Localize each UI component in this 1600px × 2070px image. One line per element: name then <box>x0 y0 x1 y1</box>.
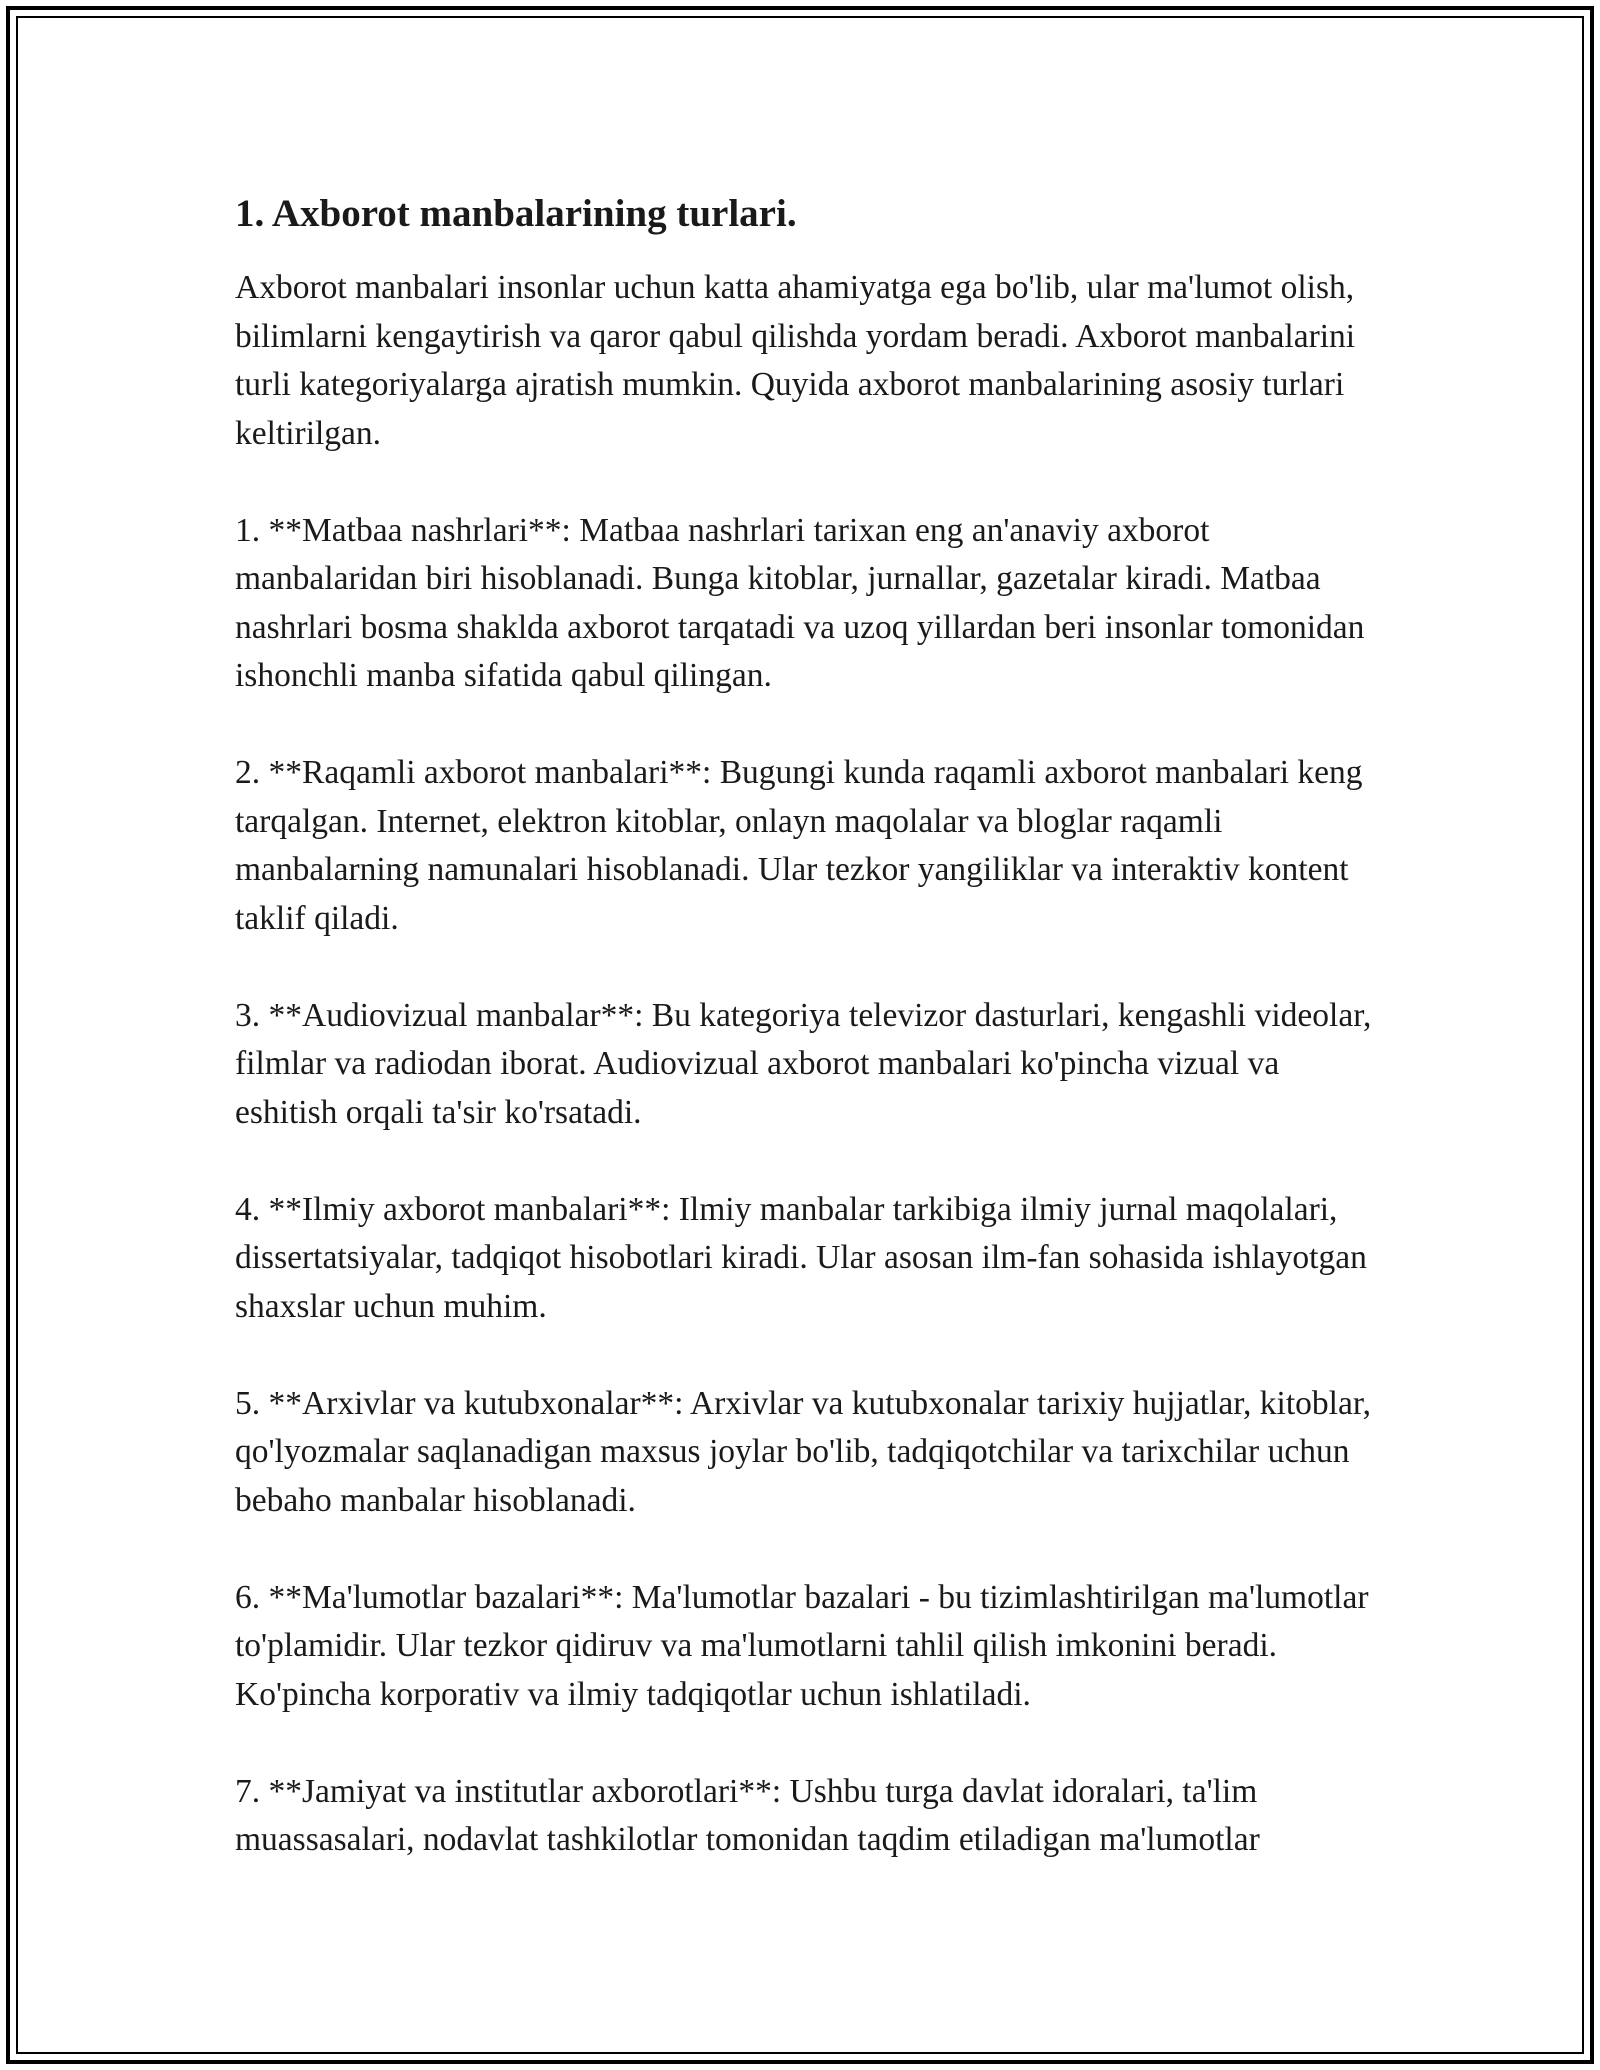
paragraph-matbaa-nashrlari: 1. **Matbaa nashrlari**: Matbaa nashrlari tarixan eng an'anaviy axborot manbalaridan biri hisoblanadi. Bunga kitoblar, jurnallar, gazetalar kiradi. Matbaa nashrlari bosma shaklda axborot tarqatadi va uzoq yillardan beri insonlar tomonidan ishonchli manba sifatida qabul qilingan. <box>235 511 1365 694</box>
document-body <box>235 186 1375 1913</box>
paragraph-arxivlar-kutubxonalar: 5. **Arxivlar va kutubxonalar**: Arxivlar va kutubxonalar tarixiy hujjatlar, kitoblar, qo'lyozmalar saqlanadigan maxsus joylar bo'lib, tadqiqotchilar va tarixchilar uchun bebaho manbalar hisoblanadi. <box>235 1384 1372 1519</box>
paragraph-jamiyat-institutlar: 7. **Jamiyat va institutlar axborotlari**: Ushbu turga davlat idoralari, ta'lim muassasalari, nodavlat tashkilotlar tomonidan taqdim etiladigan ma'lumotlar <box>235 1772 1260 1858</box>
section-heading: 1. Axborot manbalarining turlari. <box>235 192 797 235</box>
paragraph-malumotlar-bazalari: 6. **Ma'lumotlar bazalari**: Ma'lumotlar bazalari - bu tizimlashtirilgan ma'lumotlar to'plamidir. Ular tezkor qidiruv va ma'lumotlarni tahlil qilish imkonini beradi. Ko'pincha korporativ va ilmiy tadqiqotlar uchun ishlatiladi. <box>235 1578 1369 1713</box>
intro-paragraph: Axborot manbalari insonlar uchun katta ahamiyatga ega bo'lib, ular ma'lumot olish, bilimlarni kengaytirish va qaror qabul qilishda yordam beradi. Axborot manbalarini turli kategoriyalarga ajratish mumkin. Quyida axborot manbalarining asosiy turlari keltirilgan. <box>235 269 1356 452</box>
paragraph-audiovizual-manbalar: 3. **Audiovizual manbalar**: Bu kategoriya televizor dasturlari, kengashli videolar, filmlar va radiodan iborat. Audiovizual axborot manbalari ko'pincha vizual va eshitish orqali ta'sir ko'rsatadi. <box>235 996 1372 1131</box>
paragraph-ilmiy-manbalar: 4. **Ilmiy axborot manbalari**: Ilmiy manbalar tarkibiga ilmiy jurnal maqolalari, dissertatsiyalar, tadqiqot hisobotlari kiradi. Ular asosan ilm-fan sohasida ishlayotgan shaxslar uchun muhim. <box>235 1190 1367 1325</box>
paragraph-raqamli-manbalar: 2. **Raqamli axborot manbalari**: Bugungi kunda raqamli axborot manbalari keng tarqalgan. Internet, elektron kitoblar, onlayn maqolalar va bloglar raqamli manbalarning namunalari hisoblanadi. Ular tezkor yangiliklar va interaktiv kontent taklif qiladi. <box>235 754 1363 937</box>
